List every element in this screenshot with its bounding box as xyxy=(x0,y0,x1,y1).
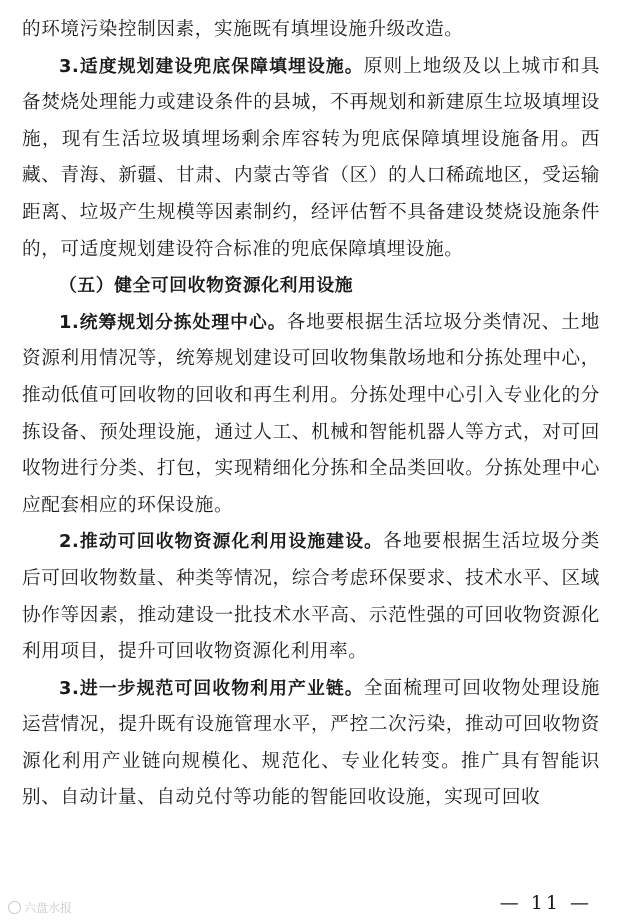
paragraph-4-lead: 2.推动可回收物资源化利用设施建设。 xyxy=(59,531,384,553)
paragraph-2-text: 原则上地级及以上城市和具备焚烧处理能力或建设条件的县城，不再规划和新建原生垃圾填埋设施，现有生活垃圾填埋场剩余库容转为兜底保障填埋设施备用。西藏、青海、新疆、甘肃、内蒙古等省（区）的人口稀疏地区，受运输距离、垃圾产生规模等因素制约，经评估暂不具备建设焚烧设施条件的，可适度规划建设符合标准的兜底保障填埋设施。 xyxy=(22,55,601,260)
paragraph-3 xyxy=(22,305,600,525)
section-heading-text: （五）健全可回收物资源化利用设施 xyxy=(59,275,354,297)
paragraph-2-lead: 3.适度规划建设兜底保障填埋设施。 xyxy=(59,55,364,77)
paragraph-4-text: 各地要根据生活垃圾分类后可回收物数量、种类等情况，综合考虑环保要求、技术水平、区域协作等因素，推动建设一批技术水平高、示范性强的可回收物资源化利用项目，提升可回收物资源化利用率。 xyxy=(22,531,600,663)
watermark-text: 六盘水报 xyxy=(24,901,73,915)
document-body xyxy=(22,12,600,817)
paragraph-1 xyxy=(22,12,600,49)
paragraph-1-text: 的环境污染控制因素，实施既有填埋设施升级改造。 xyxy=(22,19,464,40)
paragraph-4 xyxy=(22,524,600,670)
watermark xyxy=(8,899,72,916)
page-number: — 11 — xyxy=(499,892,592,914)
paragraph-5 xyxy=(22,671,600,817)
paragraph-2 xyxy=(22,49,600,269)
paragraph-3-text: 各地要根据生活垃圾分类情况、土地资源利用情况等，统筹规划建设可回收物集散场地和分拣处理中心，推动低值可回收物的回收和再生利用。分拣处理中心引入专业化的分拣设备、预处理设施，通过人工、机械和智能机器人等方式，对可回收物进行分类、打包，实现精细化分拣和全品类回收。分拣处理中心应配套相应的环保设施。 xyxy=(22,311,600,516)
section-heading xyxy=(22,268,600,305)
paragraph-5-text: 全面梳理可回收物处理设施运营情况，提升既有设施管理水平，严控二次污染，推动可回收物资源化利用产业链向规模化、规范化、专业化转变。推广具有智能识别、自动计量、自动兑付等功能的智能回收设施，实现可回收 xyxy=(22,677,601,809)
paragraph-5-lead: 3.进一步规范可回收物利用产业链。 xyxy=(59,677,364,699)
paragraph-3-lead: 1.统筹规划分拣处理中心。 xyxy=(59,311,287,333)
watermark-logo-icon xyxy=(8,901,21,914)
